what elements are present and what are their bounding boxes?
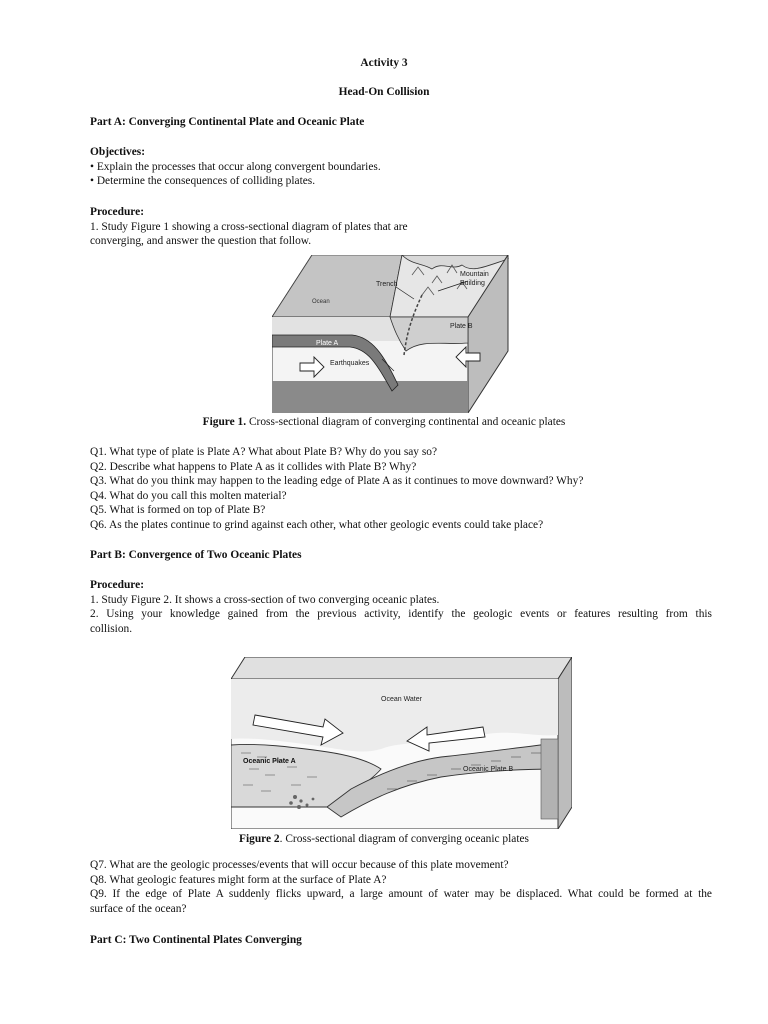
- question: surface of the ocean?: [90, 902, 187, 915]
- question: Q7. What are the geologic processes/events that will occur because of this plate movement?: [90, 859, 509, 871]
- figure-1-caption-label: Figure 1.: [202, 416, 247, 428]
- question: Q5. What is formed on top of Plate B?: [90, 504, 266, 517]
- question: Q9. If the edge of Plate A suddenly flicks upward, a large amount of water may be displaced. What could be formed at the: [90, 888, 712, 901]
- question: Q1. What type of plate is Plate A? What about Plate B? Why do you say so?: [90, 446, 438, 458]
- objectives-block: [90, 145, 712, 189]
- fig1-label-earthquakes: Earthquakes: [330, 360, 370, 367]
- question: Q6. As the plates continue to grind against each other, what other geologic events could take place?: [90, 518, 544, 531]
- figure-1-caption: [0, 415, 768, 430]
- figure-2-caption-text: . Cross-sectional diagram of converging oceanic plates: [279, 833, 529, 845]
- question: Q3. What do you think may happen to the leading edge of Plate A as it continues to move downward? Why?: [90, 475, 584, 488]
- figure-1-caption-text: Cross-sectional diagram of converging continental and oceanic plates: [246, 416, 566, 428]
- fig2-label-oceanic-plate-b: Oceanic Plate B: [463, 766, 514, 773]
- activity-number: Activity 3: [360, 57, 408, 69]
- procedure-line: 1. Study Figure 2. It shows a cross-section of two converging oceanic plates.: [90, 593, 440, 606]
- objectives-heading: Objectives:: [90, 146, 146, 158]
- procedure-line: 2. Using your knowledge gained from the previous activity, identify the geologic events or features resulting from this: [90, 608, 712, 621]
- procedure-a-block: [90, 205, 712, 249]
- activity-title: Head-On Collision: [338, 86, 430, 98]
- figure-1-diagram: [272, 255, 512, 413]
- fig1-label-mountain: Mountain: [460, 271, 489, 278]
- figure-2-diagram: [231, 657, 572, 829]
- procedure-heading: Procedure:: [90, 579, 144, 591]
- question: Q2. Describe what happens to Plate A as it collides with Plate B? Why?: [90, 460, 417, 473]
- question: Q8. What geologic features might form at the surface of Plate A?: [90, 873, 387, 886]
- procedure-b-block: [90, 578, 712, 636]
- fig1-label-ocean: Ocean: [312, 299, 330, 305]
- part-c-heading: Part C: Two Continental Plates Converging: [90, 934, 302, 946]
- question: Q4. What do you call this molten material?: [90, 489, 287, 502]
- procedure-heading: Procedure:: [90, 206, 144, 218]
- fig2-label-oceanic-plate-a: Oceanic Plate A: [243, 758, 296, 765]
- figure-2-caption: [0, 832, 768, 847]
- fig1-label-building: Building: [460, 280, 485, 287]
- part-b-questions: [90, 858, 712, 916]
- fig1-label-plate-b: Plate B: [450, 323, 473, 330]
- figure-2-caption-label: Figure 2: [239, 833, 280, 845]
- procedure-line: 1. Study Figure 1 showing a cross-sectional diagram of plates that are: [90, 220, 408, 233]
- fig2-label-ocean-water: Ocean Water: [381, 696, 422, 703]
- objective-item: • Explain the processes that occur along convergent boundaries.: [90, 160, 381, 173]
- part-a-heading: Part A: Converging Continental Plate and Oceanic Plate: [90, 116, 365, 128]
- fig1-label-plate-a: Plate A: [316, 340, 339, 347]
- procedure-line: collision.: [90, 622, 133, 635]
- part-b-heading: Part B: Convergence of Two Oceanic Plates: [90, 549, 302, 561]
- part-a-questions: [90, 445, 712, 533]
- fig1-label-trench: Trench: [376, 281, 398, 288]
- objective-item: • Determine the consequences of colliding plates.: [90, 175, 316, 188]
- procedure-line: converging, and answer the question that follow.: [90, 235, 312, 248]
